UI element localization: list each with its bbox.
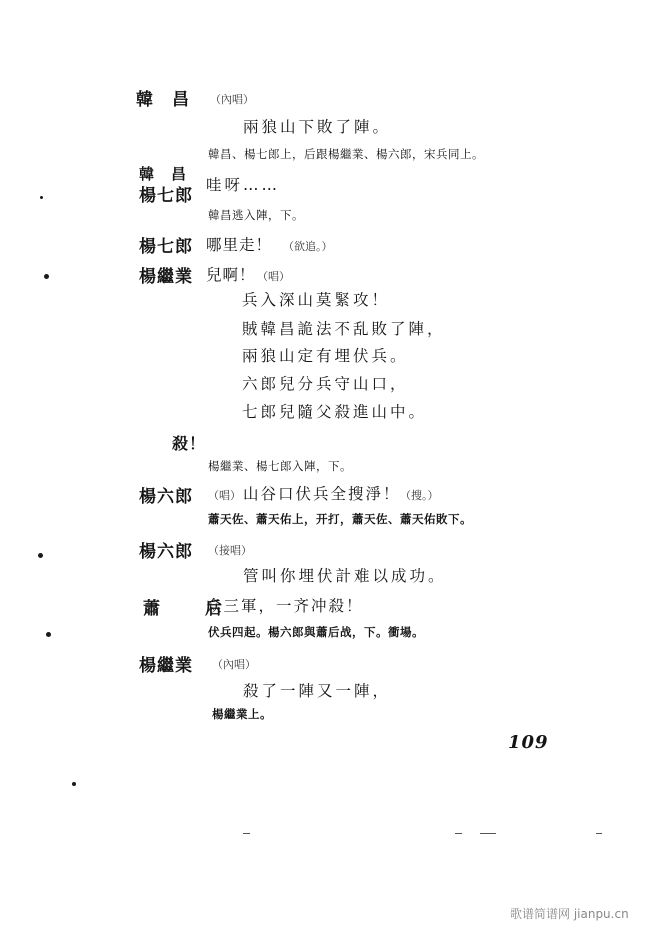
speaker-yang-jiye: 楊繼業 [139,267,193,287]
stage-note: （唱） [257,270,290,283]
stage-direction: 楊繼業上。 [212,707,272,721]
sung-verse: 兩狼山定有埋伏兵。 [242,347,409,365]
sung-verse: 兵入深山莫緊攻！ [242,291,391,309]
stage-note: （內唱） [210,93,254,106]
scan-speck [243,833,250,834]
sung-verse: 賊韓昌詭法不乱敗了陣， [242,320,446,338]
speaker-yang-qilang: 楊七郎 [139,186,193,206]
scan-dot [46,632,51,637]
speaker-yang-jiye: 楊繼業 [139,656,193,676]
stage-direction: 楊繼業、楊七郎入陣，下。 [208,459,352,473]
scan-dot [72,782,76,786]
sung-verse: 管叫你埋伏計难以成功。 [243,567,447,585]
scan-speck [455,833,462,834]
site-watermark: 歌谱简谱网 jianpu.cn [510,907,629,921]
speaker-yang-qilang: 楊七郎 [139,237,193,257]
sung-verse: 殺了一陣又一陣， [243,682,392,700]
sung-verse: 七郎兒隨父殺進山中。 [242,403,428,421]
spoken-line: 哪里走！ [206,236,273,254]
scan-speck [596,833,602,834]
stage-note: （內唱） [212,658,256,671]
stage-note: （接唱） [208,544,252,557]
spoken-line: 哇呀…… [206,176,281,194]
speaker-yang-liulang: 楊六郎 [139,487,193,507]
speaker-yang-liulang: 楊六郎 [139,542,193,562]
stage-direction: 伏兵四起。楊六郎與蕭后战，下。衝場。 [208,625,424,639]
stage-direction: 韓昌、楊七郎上，后跟楊繼業、楊六郎，宋兵同上。 [208,147,484,161]
speaker-han-chang: 韓 昌 [136,90,190,110]
stage-note: （欲追。） [283,240,333,253]
stage-direction: 韓昌逃入陣，下。 [208,208,304,222]
spoken-line: 兒啊！ [206,266,256,284]
stage-direction: 蕭天佐、蕭天佑上，开打，蕭天佐、蕭天佑敗下。 [208,512,472,526]
scan-dot [38,553,43,558]
battle-cry: 殺！ [172,434,207,453]
scan-dot [44,274,49,279]
page-number: 109 [508,732,549,753]
stage-note: （搜。） [400,489,439,502]
scan-speck [480,833,496,834]
sung-verse: 山谷口伏兵全搜淨！ [243,485,401,503]
stage-note: （唱） [208,489,241,502]
speaker-xiao-hou: 蕭 后 [143,599,236,619]
sung-verse: 六郎兒分兵守山口， [242,375,409,393]
scan-dot [40,196,43,199]
speaker-han-chang: 韓 昌 [139,165,188,183]
spoken-line: 众三軍，一齐冲殺！ [206,597,364,615]
sung-verse: 兩狼山下敗了陣。 [243,118,392,136]
